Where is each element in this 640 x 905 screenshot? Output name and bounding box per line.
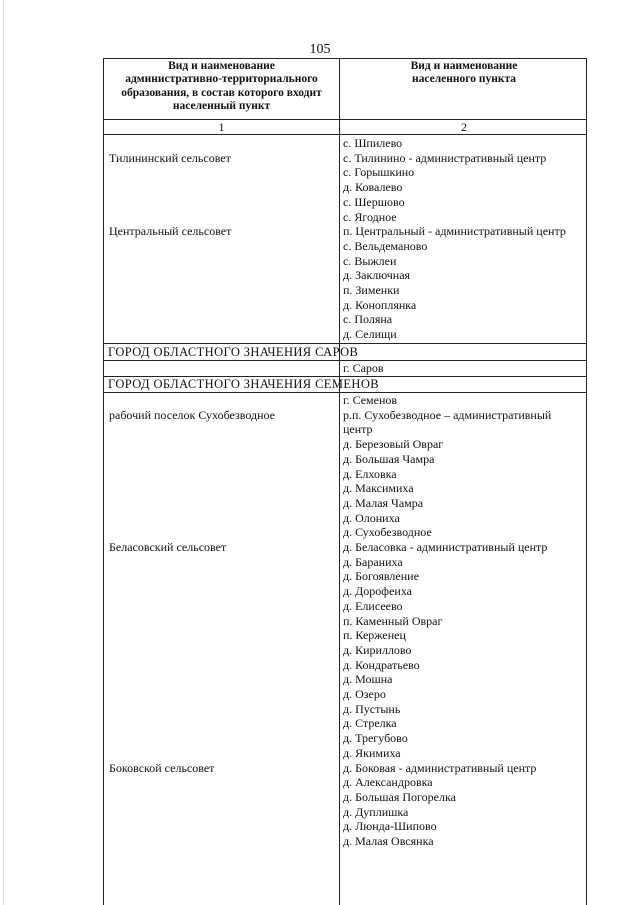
admin-unit: рабочий поселок Сухобезводное	[109, 408, 275, 422]
settlements-table	[103, 58, 587, 905]
settlement: г. Саров	[343, 361, 384, 375]
table-top-border	[104, 58, 586, 59]
column-number-2: 2	[461, 120, 467, 134]
admin-unit: Боковской сельсовет	[109, 761, 215, 775]
column-number-1: 1	[218, 120, 225, 134]
city-heading: ГОРОД ОБЛАСТНОГО ЗНАЧЕНИЯ СЕМЕНОВ	[108, 377, 379, 391]
header-col1: Вид и наименование административно-территориального образования, в состав которого входит населенный пункт	[121, 60, 322, 113]
admin-unit: Беласовский сельсовет	[109, 540, 227, 554]
settlement-list-1: с. Шпилево с. Тилинино - административный центр с. Горышкино д. Ковалево с. Шершово с. Ягодное п. Центральный - административный центр с. Вельдеманово с. Выжлеи д. Заключная п. Зименки д. Коноплянка с. Поляна д. Селищи	[343, 136, 566, 342]
header-col2: Вид и наименование населенного пункта	[410, 60, 518, 86]
page-number: 105	[309, 42, 331, 57]
admin-unit: Центральный сельсовет	[109, 224, 232, 238]
settlement-list-3: г. Семенов р.п. Сухобезводное – административный центр д. Березовый Овраг д. Большая Чамра д. Елховка д. Максимиха д. Малая Чамра д. Олониха д. Сухобезводное д. Беласовка - административный центр д. Бараниха д. Богоявление д. Дорофеиха д. Елисеево п. Каменный Овраг п. Керженец д. Кириллово д. Кондратьево д. Мошна д. Озеро д. Пустынь д. Стрелка д. Трегубово д. Якимиха д. Боковая - административный центр д. Александровка д. Большая Погорелка д. Дуплишка д. Люнда-Шипово д. Малая Овсянка	[343, 393, 552, 849]
column-divider	[339, 58, 340, 905]
admin-unit: Тилининский сельсовет	[109, 151, 231, 165]
city-heading: ГОРОД ОБЛАСТНОГО ЗНАЧЕНИЯ САРОВ	[108, 345, 359, 359]
row-border	[104, 343, 586, 344]
scan-edge-line	[3, 0, 4, 905]
